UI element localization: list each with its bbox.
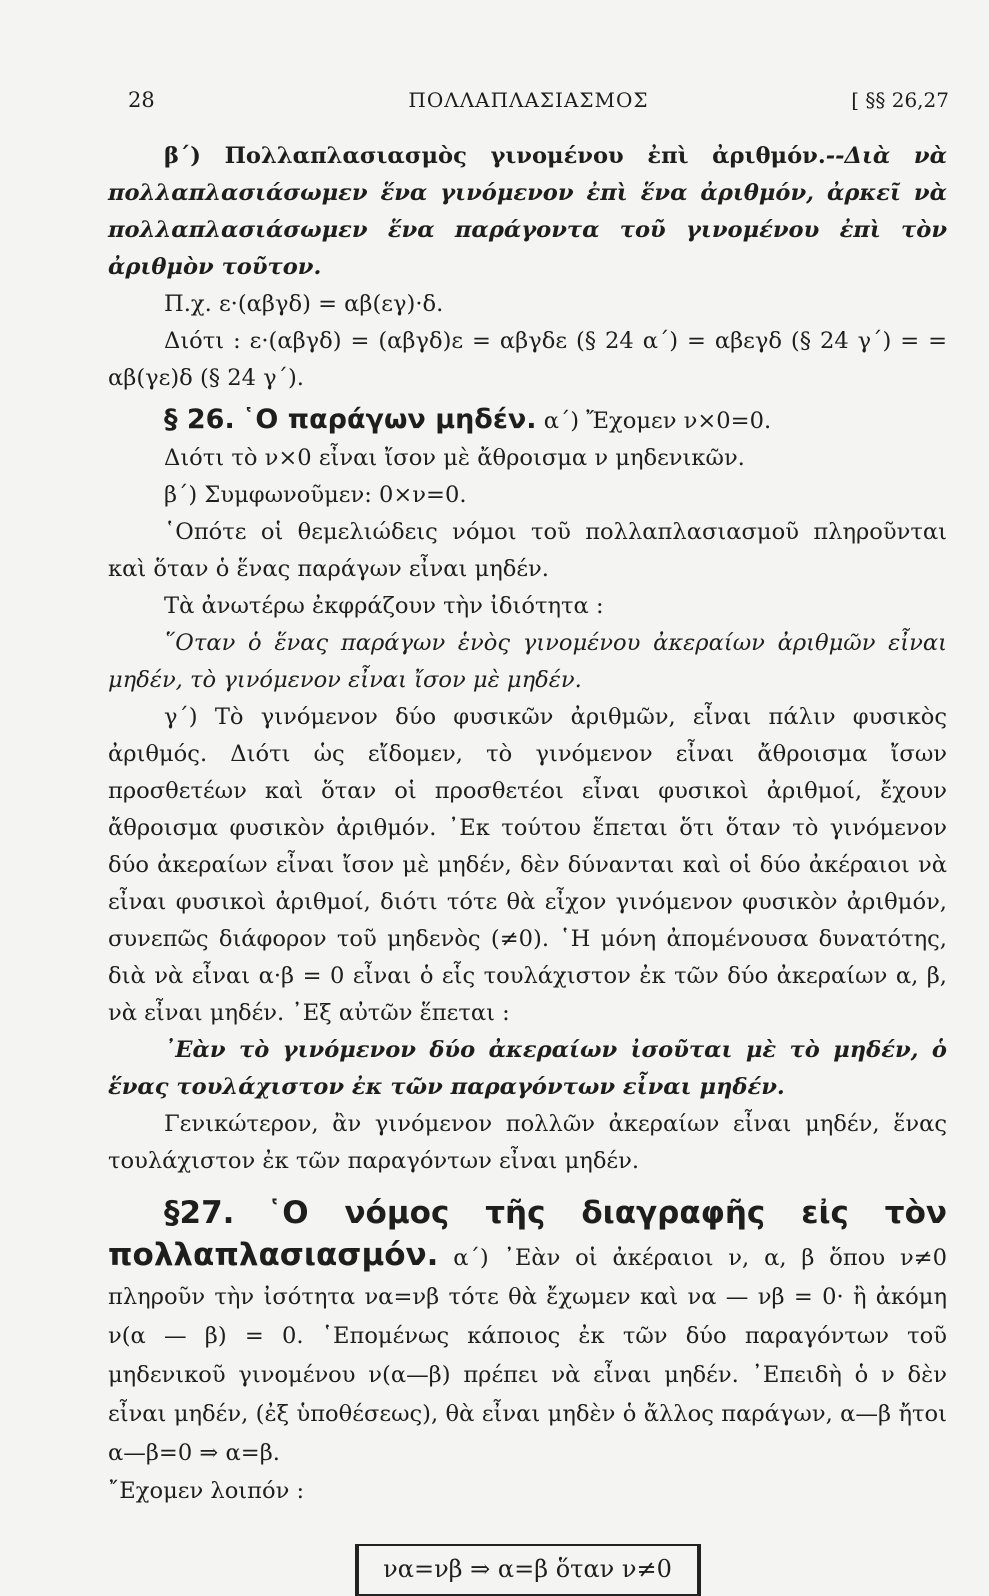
subsection-b-rule: --Διὰ νὰ πολλαπλασιάσωμεν ἕνα γινόμενον ἐπὶ ἕνα ἀριθμόν, ἀρκεῖ νὰ πολλαπλασιάσωμεν ἕνα παράγοντα τοῦ γινομένου ἐπὶ τὸν ἀριθμὸν τοῦτον. bbox=[108, 143, 947, 280]
section-26-property-intro: Τὰ ἀνωτέρω ἐκφράζουν τὴν ἰδιότητα : bbox=[164, 593, 604, 619]
section-27-title: ῾Ο νόμος τῆς διαγραφῆς εἰς τὸν πολλαπλασιασμόν. bbox=[108, 1195, 947, 1273]
section-26-property: ῞Οταν ὁ ἕνας παράγων ἑνὸς γινομένου ἀκεραίων ἀριθμῶν εἶναι μηδέν, τὸ γινόμενον εἶναι ἴσον μὲ μηδέν. bbox=[108, 630, 947, 693]
subsection-b-heading: β΄) Πολλαπλασιασμὸς γινομένου ἐπὶ ἀριθμόν. bbox=[164, 143, 826, 169]
paragraph-b bbox=[108, 138, 947, 286]
section-26-part-a: α΄) Ἔχομεν ν×0=0. bbox=[536, 408, 772, 434]
section-26-part-b: β΄) Συμφωνοῦμεν: 0×ν=0. bbox=[164, 482, 467, 508]
section-26-heading bbox=[108, 401, 947, 440]
section-26-part-c: γ΄) Τὸ γινόμενον δύο φυσικῶν ἀριθμῶν, εἶναι πάλιν φυσικὸς ἀριθμός. Διότι ὡς εἴδομεν, τὸ γινόμενον εἶναι ἄθροισμα ἴσων προσθετέων καὶ ὅταν οἱ προσθετέοι εἶναι φυσικοὶ ἀριθμοί, ἔχουν ἄθροισμα φυσικὸν ἀριθμόν. ᾿Εκ τούτου ἕπεται ὅτι ὅταν τὸ γινόμενον δύο ἀκεραίων εἶναι ἴσον μὲ μηδέν, δὲν δύνανται καὶ οἱ δύο ἀκέραιοι νὰ εἶναι φυσικοὶ ἀριθμοί, διότι τότε θὰ εἶχον γινόμενον φυσικὸν ἀριθμόν, συνεπῶς διάφορον τοῦ μηδενὸς (≠0). ῾Η μόνη ἀπομένουσα δυνατότης, διὰ νὰ εἶναι α·β = 0 εἶναι ὁ εἷς τουλάχιστον ἐκ τῶν δύο ἀκεραίων α, β, νὰ εἶναι μηδέν. ᾿Εξ αὐτῶν ἕπεται : bbox=[108, 704, 947, 1026]
section-reference: [ §§ 26,27 bbox=[851, 88, 949, 112]
section-26-title: ῾Ο παράγων μηδέν. bbox=[241, 404, 537, 435]
page-header bbox=[108, 88, 949, 124]
page-number: 28 bbox=[128, 88, 155, 112]
section-27-paragraph bbox=[108, 1194, 947, 1473]
running-title: ΠΟΛΛΑΠΛΑΣΙΑΣΜΟΣ bbox=[408, 88, 649, 112]
section-26-number: § 26. bbox=[164, 404, 235, 435]
example: Π.χ. ε·(αβγδ) = αβ(εγ)·δ. bbox=[164, 291, 444, 317]
section-26-laws: ῾Οπότε οἱ θεμελιώδεις νόμοι τοῦ πολλαπλασιασμοῦ πληροῦνται καὶ ὅταν ὁ ἕνας παράγων εἶναι μηδέν. bbox=[108, 519, 947, 582]
page-body bbox=[108, 138, 947, 1596]
proof: Διότι : ε·(αβγδ) = (αβγδ)ε = αβγδε (§ 24 α΄) = αβεγδ (§ 24 γ΄) = = αβ(γε)δ (§ 24 γ΄). bbox=[108, 328, 947, 391]
section-27-number: §27. bbox=[164, 1195, 235, 1231]
section-26-generalization: Γενικώτερον, ἂν γινόμενον πολλῶν ἀκεραίων εἶναι μηδέν, ἕνας τουλάχιστον ἐκ τῶν παραγόντων εἶναι μηδέν. bbox=[108, 1111, 947, 1174]
section-26-part-a-reason: Διότι τὸ ν×0 εἶναι ἴσον μὲ ἄθροισμα ν μηδενικῶν. bbox=[164, 445, 745, 471]
section-27-conclusion: ῎Εχομεν λοιπόν : bbox=[108, 1478, 305, 1504]
boxed-formula: να=νβ ⇒ α=β ὅταν ν≠0 bbox=[355, 1544, 701, 1596]
section-26-theorem: ᾿Εὰν τὸ γινόμενον δύο ἀκεραίων ἰσοῦται μὲ τὸ μηδέν, ὁ ἕνας τουλάχιστον ἐκ τῶν παραγόντων εἶναι μηδέν. bbox=[108, 1037, 947, 1100]
section-27-text: α΄) ᾿Εὰν οἱ ἀκέραιοι ν, α, β ὅπου ν≠0 πληροῦν τὴν ἰσότητα να=νβ τότε θὰ ἔχωμεν καὶ να — νβ = 0· ἢ ἀκόμη ν(α — β) = 0. ῾Επομένως κάποιος ἐκ τῶν δύο παραγόντων τοῦ μηδενικοῦ γινομένου ν(α—β) πρέπει νὰ εἶναι μηδέν. ᾿Επειδὴ ὁ ν δὲν εἶναι μηδέν, (ἐξ ὑποθέσεως), θὰ εἶναι μηδὲν ὁ ἄλλος παράγων, α—β ἤτοι α—β=0 ⇒ α=β. bbox=[108, 1245, 947, 1466]
